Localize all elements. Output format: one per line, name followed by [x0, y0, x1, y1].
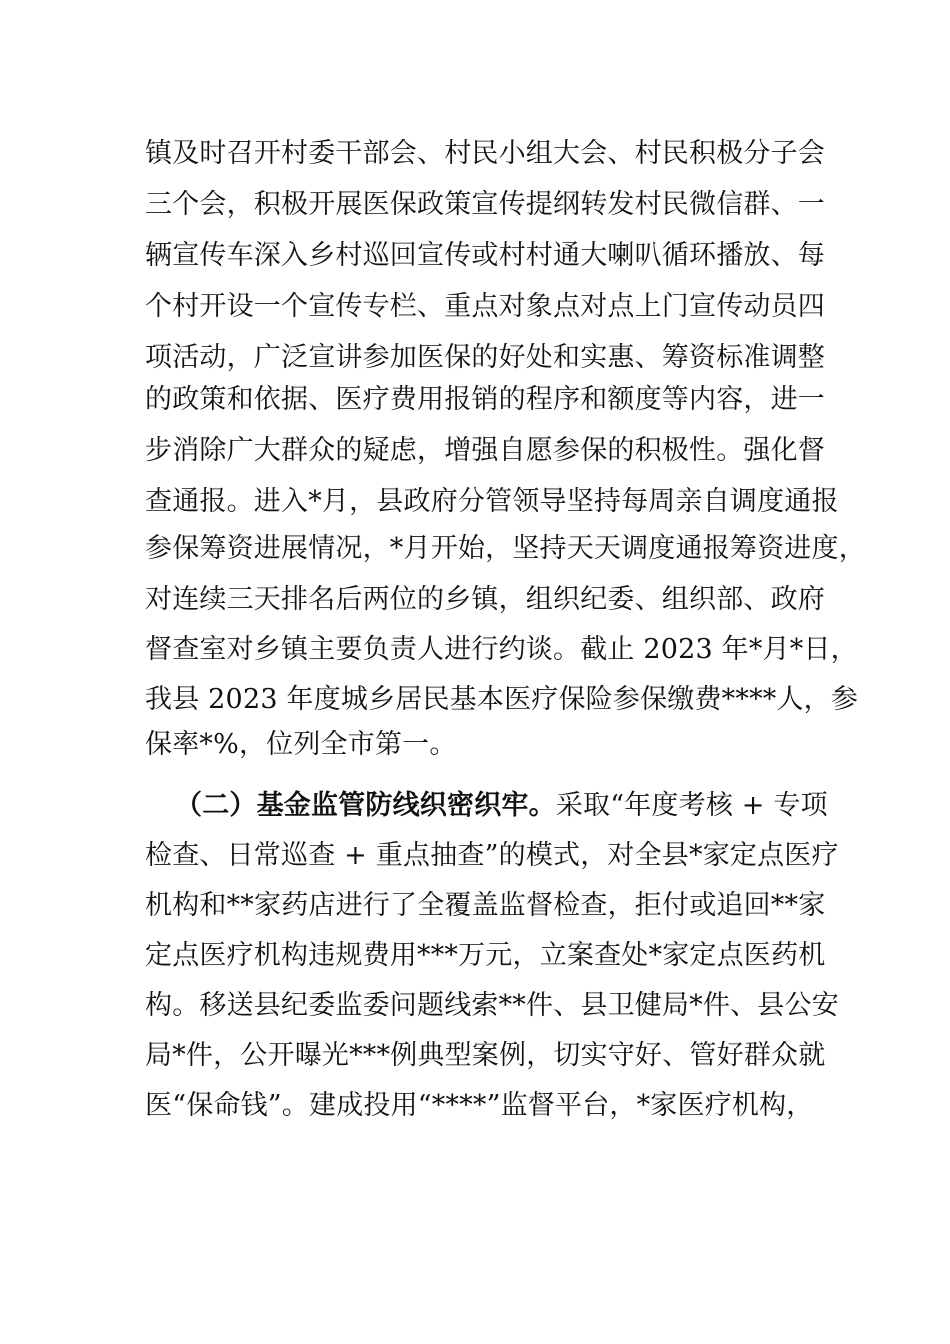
text-line: 参保筹资进展情况，*月开始，坚持天天调度通报筹资进度， [145, 533, 866, 564]
text-line: 局*件，公开曝光***例典型案例，切实守好、管好群众就 [145, 1040, 826, 1071]
text-line: 镇及时召开村委干部会、村民小组大会、村民积极分子会 [145, 138, 825, 169]
text-line: 辆宣传车深入乡村巡回宣传或村村通大喇叭循环播放、每 [145, 240, 825, 271]
text-line: 对连续三天排名后两位的乡镇，组织纪委、组织部、政府 [145, 584, 825, 615]
text-line: 查通报。进入*月，县政府分管领导坚持每周亲自调度通报 [145, 486, 839, 517]
text-line: 机构和**家药店进行了全覆盖监督检查，拒付或追回**家 [145, 890, 826, 921]
heading-continuation: 采取“年度考核 + 专项 [555, 790, 828, 821]
paragraph-2-first-line [175, 790, 828, 822]
text-line: 构。移送县纪委监委问题线索**件、县卫健局*件、县公安 [145, 990, 839, 1021]
text-line: 我县 2023 年度城乡居民基本医疗保险参保缴费****人，参 [145, 684, 859, 715]
text-line: 项活动，广泛宣讲参加医保的好处和实惠、筹资标准调整 [145, 342, 825, 373]
text-line: 个村开设一个宣传专栏、重点对象点对点上门宣传动员四 [145, 291, 825, 322]
text-line: 检查、日常巡查 + 重点抽查”的模式，对全县*家定点医疗 [145, 840, 839, 871]
text-line: 步消除广大群众的疑虑，增强自愿参保的积极性。强化督 [145, 435, 825, 466]
text-line: 三个会，积极开展医保政策宣传提纲转发村民微信群、一 [145, 189, 825, 220]
text-line: 保率*%，位列全市第一。 [145, 729, 457, 760]
text-line: 督查室对乡镇主要负责人进行约谈。截止 2023 年*月*日， [145, 634, 858, 665]
text-line: 定点医疗机构违规费用***万元，立案查处*家定点医药机 [145, 940, 826, 971]
text-line: 医“保命钱”。建成投用“****”监督平台，*家医疗机构， [145, 1090, 814, 1121]
text-line: 的政策和依据、医疗费用报销的程序和额度等内容，进一 [145, 384, 825, 415]
section-heading: （二）基金监管防线织密织牢。 [175, 790, 556, 821]
